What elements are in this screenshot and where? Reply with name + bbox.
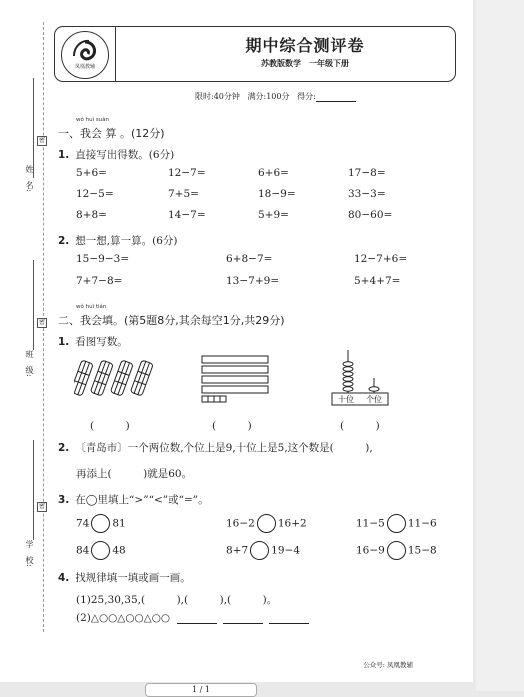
compare-circle[interactable] <box>257 514 276 533</box>
pattern-blank[interactable] <box>177 613 217 624</box>
margin-seal-box: 密 <box>38 503 45 510</box>
margin-line <box>33 440 34 540</box>
section1-title: 一、我会 算 。(12分) <box>58 127 165 140</box>
expression: 13−7+9= <box>226 275 280 287</box>
pattern-shapes: (2)△○○△○○△○○ <box>76 612 171 624</box>
logo-text: 凤凰教辅 <box>74 64 95 70</box>
comparison <box>226 541 300 560</box>
pattern-blank[interactable] <box>269 613 309 624</box>
expression: 7+5= <box>168 188 199 200</box>
time-limit: 限时:40分钟 <box>195 92 240 101</box>
footer-credit: 公众号: 凤凰教辅 <box>363 661 413 669</box>
answer-blank-1[interactable]: ( ) <box>90 420 130 432</box>
compare-circle[interactable] <box>250 541 269 560</box>
right-operand: 81 <box>112 517 126 530</box>
section2-pinyin: wǒ huì tián <box>76 304 107 310</box>
expression: 15−9−3= <box>76 253 130 265</box>
score-blank[interactable] <box>316 93 356 102</box>
comparison <box>356 514 437 533</box>
expression: 33−3= <box>348 188 386 200</box>
left-operand: 11−5 <box>356 517 385 530</box>
comparison <box>356 541 437 560</box>
s2-q4-line2 <box>76 612 315 624</box>
answer-blank-3[interactable]: ( ) <box>340 420 380 432</box>
s2-q3-text: 在◯里填上“>”“<”或“=”。 <box>75 494 209 506</box>
publisher-logo <box>61 31 109 79</box>
expression: 7+7−8= <box>76 275 123 287</box>
s2-q2-text: 〔青岛市〕一个两位数,个位上是9,十位上是5,这个数是( ), <box>75 442 373 454</box>
right-operand: 16+2 <box>277 517 307 530</box>
right-panel <box>476 0 524 691</box>
expression: 5+6= <box>76 167 107 179</box>
right-operand: 19−4 <box>271 544 301 557</box>
abacus-tens-label: 十位 <box>338 395 354 404</box>
left-operand: 84 <box>76 544 90 557</box>
s1-q2-text: 想一想,算一算。(6分) <box>75 235 178 247</box>
abacus-picture <box>330 348 390 408</box>
expression: 6+6= <box>258 167 289 179</box>
name-label: 姓 名: <box>25 165 34 192</box>
comparison <box>76 541 126 560</box>
expression: 18−9= <box>258 188 296 200</box>
s2-q3-num: 3. <box>58 494 70 506</box>
expression: 14−7= <box>168 209 206 221</box>
comparison <box>226 514 307 533</box>
s2-q2-text2: 再添上( )就是60。 <box>76 468 193 480</box>
s2-q2-num: 2. <box>58 442 70 454</box>
blocks-picture <box>200 354 272 404</box>
compare-circle[interactable] <box>387 514 406 533</box>
answer-blank-2[interactable]: ( ) <box>212 420 252 432</box>
stick-bundles-picture <box>74 356 164 398</box>
expression: 8+8= <box>76 209 107 221</box>
s1-q1-num: 1. <box>58 149 70 161</box>
s1-q1 <box>58 147 174 162</box>
class-label: 班 级: <box>25 350 34 377</box>
section1-pinyin: wǒ huì suàn <box>76 117 110 123</box>
expression: 12−7= <box>168 167 206 179</box>
score-label: 得分: <box>297 92 316 101</box>
s1-q1-text: 直接写出得数。(6分) <box>75 149 175 161</box>
right-operand: 11−6 <box>407 517 437 530</box>
s2-q4-text: 找规律填一填或画一画。 <box>75 572 191 584</box>
left-operand: 8+7 <box>226 544 249 557</box>
full-score: 满分:100分 <box>247 92 290 101</box>
page-indicator[interactable]: 1 / 1 <box>145 683 257 697</box>
s1-q2-num: 2. <box>58 235 70 247</box>
s2-q4 <box>58 570 191 585</box>
s2-q4-line1: (1)25,30,35,( ),( ),( )。 <box>76 594 278 606</box>
expression: 12−5= <box>76 188 114 200</box>
s2-q1-num: 1. <box>58 336 70 348</box>
s2-q4-num: 4. <box>58 572 70 584</box>
expression: 5+4+7= <box>354 275 401 287</box>
page-title: 期中综合测评卷 <box>245 36 365 55</box>
exam-header <box>54 26 456 82</box>
left-operand: 16−9 <box>356 544 385 557</box>
page-subtitle: 苏教版数学 一年级下册 <box>261 59 349 68</box>
s1-q2 <box>58 233 178 248</box>
right-operand: 48 <box>112 544 126 557</box>
compare-circle[interactable] <box>387 541 406 560</box>
margin-line <box>33 78 34 178</box>
margin-line <box>33 260 34 350</box>
left-operand: 16−2 <box>226 517 255 530</box>
expression: 80−60= <box>348 209 393 221</box>
compare-circle[interactable] <box>91 541 110 560</box>
s2-q1-text: 看图写数。 <box>75 336 128 348</box>
s2-q2 <box>58 440 373 455</box>
expression: 17−8= <box>348 167 386 179</box>
compare-circle[interactable] <box>91 514 110 533</box>
abacus-ones-label: 个位 <box>366 395 382 404</box>
right-operand: 15−8 <box>407 544 437 557</box>
s2-q3 <box>58 492 209 507</box>
swirl-logo-icon <box>62 32 108 78</box>
expression: 5+9= <box>258 209 289 221</box>
expression: 6+8−7= <box>226 253 273 265</box>
margin-seal-box: 密 <box>38 319 45 326</box>
comparison <box>76 514 126 533</box>
section2-title: 二、我会填。(第5题8分,其余每空1分,共29分) <box>58 314 285 327</box>
school-label: 学 校: <box>25 540 34 567</box>
header-divider <box>115 27 116 81</box>
s2-q1 <box>58 334 128 349</box>
left-operand: 74 <box>76 517 90 530</box>
exam-meta <box>195 91 356 102</box>
pattern-blank[interactable] <box>223 613 263 624</box>
margin-seal-box: 密 <box>38 137 45 144</box>
expression: 12−7+6= <box>354 253 408 265</box>
